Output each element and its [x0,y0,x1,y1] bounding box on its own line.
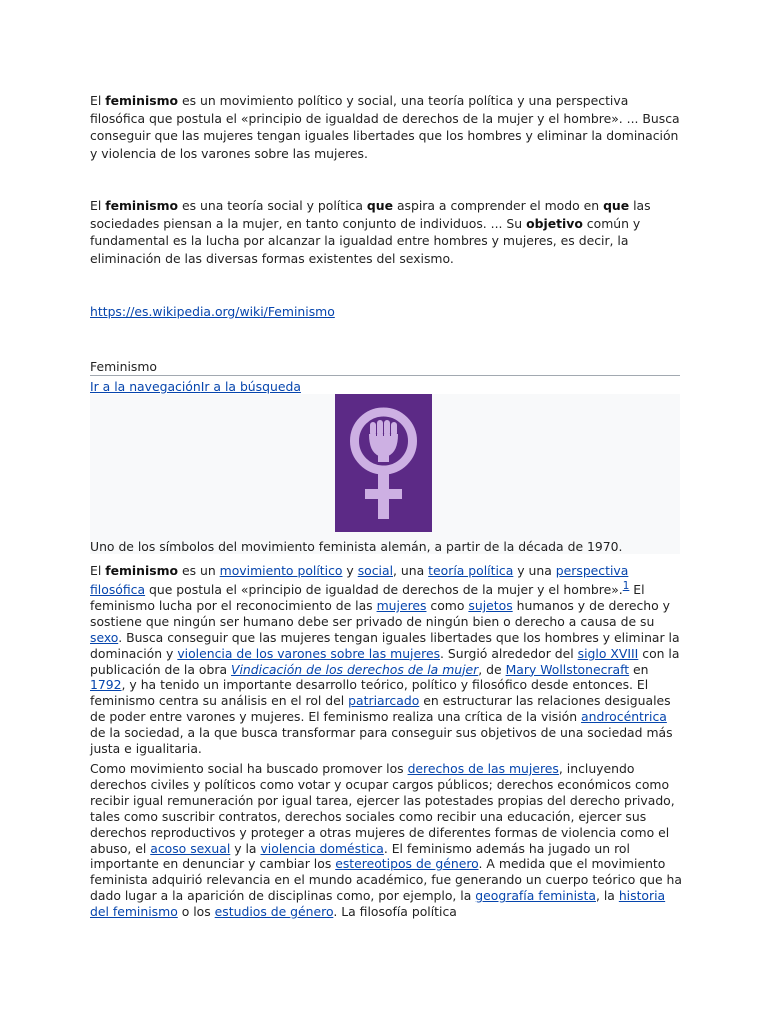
wiki-link[interactable]: violencia de los varones sobre las mujeres [177,645,441,661]
bold-term: feminismo [105,93,179,108]
wiki-paragraph-2 [90,761,682,920]
jump-links [90,378,301,395]
wiki-link[interactable]: sexo [90,629,119,645]
bold-term: objetivo [526,215,583,231]
bold-term: que [603,198,630,213]
source-url-link[interactable]: https://es.wikipedia.org/wiki/Feminismo [90,304,335,319]
text: o los [177,904,215,920]
text: es una teoría social y política [178,198,367,213]
text: , y ha tenido un importante desarrollo teórico, político y filosófico desde entonces. El feminismo centra su análisis en el rol del [90,677,649,709]
text: El [90,563,106,578]
intro-paragraph-2 [90,197,682,267]
venus-fist-icon [335,394,432,532]
text: , de [478,661,506,677]
text: . A medida que el movimiento feminista adquirió relevancia en el mundo académico, fue generando un cuerpo teórico que ha dado lugar a la aparición de disciplinas como, por ejemplo, la [90,856,682,904]
text: , una [393,563,429,578]
text: y [342,563,358,578]
text: que postula el «principio de igualdad de derechos de la mujer y el hombre». [145,582,623,598]
text: . Surgió alrededor del [440,645,578,661]
wiki-link[interactable]: sujetos [468,597,513,613]
bold-term: feminismo [105,563,179,578]
text: El [90,198,106,213]
text: en [629,661,649,677]
wiki-link[interactable]: teoría política [428,563,514,578]
text: humanos y de derecho y sostiene que ningún ser humano debe ser privado de ningún bien o derecho a causa de su [90,597,670,629]
footnote-link[interactable]: 1 [622,579,630,592]
text: común y fundamental es la lucha por alcanzar la igualdad entre hombres y mujeres, es decir, la eliminación de las diversas formas existentes del sexismo. [90,215,641,266]
wiki-link[interactable]: estereotipos de género [335,856,479,872]
text: es un movimiento político y social, una teoría política y una perspectiva filosófica que postula el «principio de igualdad de derechos de la mujer y el hombre». ... Busca conseguir que las mujeres tengan iguales libertades que los hombres y eliminar la dominación y violencia de los varones sobre las mujeres. [90,93,680,161]
wiki-link[interactable]: acoso sexual [150,840,231,856]
wiki-link[interactable]: perspectiva filosófica [90,563,629,598]
bold-term: feminismo [105,198,179,213]
wiki-article-title: Feminismo [90,358,680,376]
wiki-link[interactable]: 1792 [90,677,122,693]
text: las sociedades piensan a la mujer, en tanto conjunto de individuos. ... Su [90,198,651,231]
wiki-paragraph-1 [90,563,682,757]
text: y una [513,563,556,578]
text: aspira a comprender el modo en [393,198,604,213]
text: es un [178,563,220,578]
intro-paragraph-1 [90,92,682,162]
text: en estructurar las relaciones desiguales de poder entre varones y mujeres. El feminismo realiza una crítica de la visión [90,693,671,725]
text: . El feminismo además ha jugado un rol importante en denunciar y cambiar los [90,840,630,872]
text: El [90,93,106,108]
wiki-link[interactable]: Mary Wollstonecraft [505,661,630,677]
wiki-link[interactable]: movimiento político [219,563,343,578]
text: El feminismo lucha por el reconocimiento de las [90,582,645,613]
wiki-link[interactable]: mujeres [376,597,427,613]
wiki-link[interactable]: social [357,563,394,578]
wiki-link[interactable]: estudios de género [214,904,334,920]
bold-term: que [366,198,393,213]
jump-to-search-link[interactable]: Ir a la búsqueda [200,379,301,394]
jump-to-navigation-link[interactable]: Ir a la navegación [90,379,201,394]
wiki-link[interactable]: violencia doméstica [260,840,384,856]
text: . Busca conseguir que las mujeres tengan iguales libertades que los hombres y eliminar la dominación y [90,629,680,661]
text: Como movimiento social ha buscado promover los [90,761,408,776]
feminist-symbol-image [335,394,432,532]
text: . La filosofía política [333,904,457,920]
text: , la [595,888,619,904]
text: y la [230,840,261,856]
text: con la publicación de la obra [90,645,680,677]
text: de la sociedad, a la que busca transformar para conseguir sus objetivos de una sociedad más justa e igualitaria. [90,725,673,757]
text: como [426,597,469,613]
figure-caption: Uno de los símbolos del movimiento feminista alemán, a partir de la década de 1970. [90,539,623,554]
text: , incluyendo derechos civiles y políticos como votar y ocupar cargos públicos; derechos económicos como recibir igual remuneración por igual tarea, ejercer las potestades propias del derecho privado, tales como suscribir contratos, derechos sociales como recibir una educación, ejercer sus derechos reproductivos y proteger a otras mujeres de diferentes formas de violencia como el abuso, el [90,761,675,856]
wiki-link[interactable]: siglo XVIII [577,645,639,661]
wiki-link[interactable]: historia del feminismo [90,888,666,920]
wiki-link[interactable]: androcéntrica [581,709,667,725]
wiki-link[interactable]: patriarcado [348,693,420,709]
wiki-link[interactable]: geografía feminista [475,888,596,904]
wiki-link[interactable]: derechos de las mujeres [407,761,559,776]
wiki-link[interactable]: Vindicación de los derechos de la mujer [230,661,479,677]
